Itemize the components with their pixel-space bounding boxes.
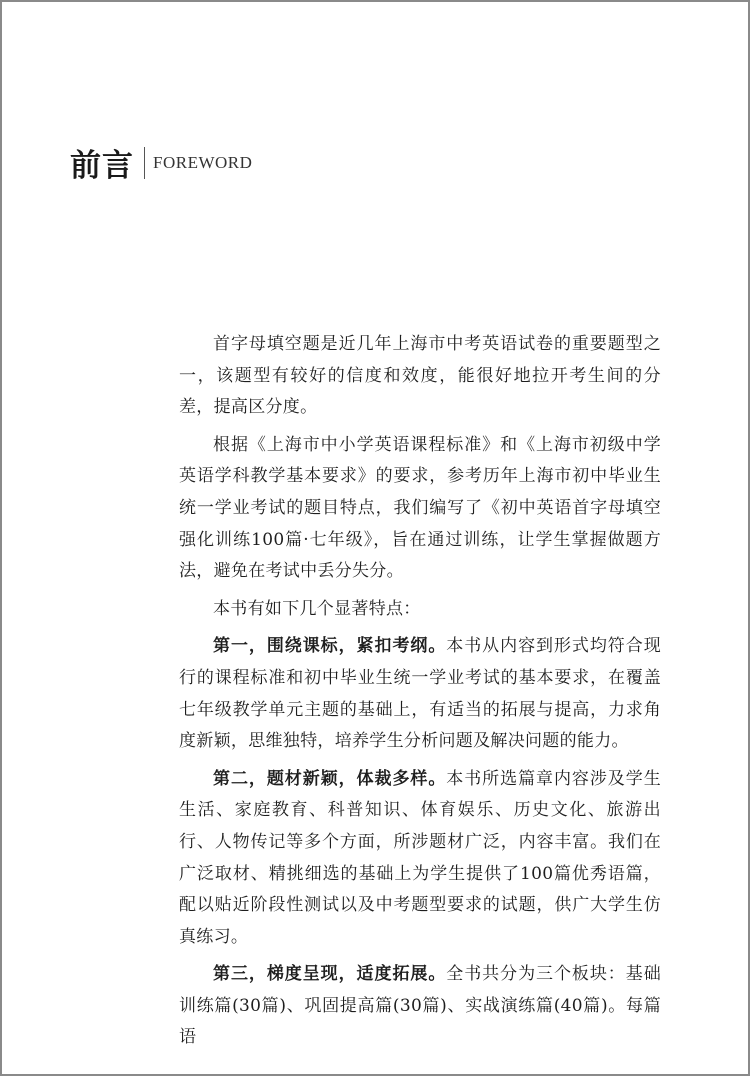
title-chinese: 前言 xyxy=(70,148,134,184)
paragraph-4 xyxy=(179,631,661,757)
feature-3-heading: 第三，梯度呈现，适度拓展。 xyxy=(213,964,447,985)
feature-1-heading: 第一，围绕课标，紧扣考纲。 xyxy=(213,636,447,657)
paragraph-3 xyxy=(179,594,661,626)
title-english: FOREWORD xyxy=(153,152,253,172)
paragraph-5 xyxy=(179,764,661,954)
paragraph-1-text: 首字母填空题是近几年上海市中考英语试卷的重要题型之一，该题型有较好的信度和效度，能很好地拉开考生间的分差，提高区分度。 xyxy=(179,334,661,418)
feature-1-text: 本书从内容到形式均符合现行的课程标准和初中毕业生统一学业考试的基本要求，在覆盖七年级教学单元主题的基础上，有适当的拓展与提高，力求角度新颖，思维独特，培养学生分析问题及解决问题的能力。 xyxy=(179,636,661,752)
foreword-body xyxy=(179,329,661,1060)
paragraph-6 xyxy=(179,959,661,1054)
title-divider xyxy=(144,147,145,179)
feature-3-text: 全书共分为三个板块：基础训练篇(30篇)、巩固提高篇(30篇)、实战演练篇(40篇)。每篇语 xyxy=(179,964,661,1048)
feature-2-heading: 第二，题材新颖，体裁多样。 xyxy=(213,768,447,789)
foreword-heading xyxy=(70,140,252,185)
paragraph-1 xyxy=(179,329,661,424)
feature-2-text: 本书所选篇章内容涉及学生生活、家庭教育、科普知识、体育娱乐、历史文化、旅游出行、人物传记等多个方面，所涉题材广泛，内容丰富。我们在广泛取材、精挑细选的基础上为学生提供了100篇优秀语篇，配以贴近阶段性测试以及中考题型要求的试题，供广大学生仿真练习。 xyxy=(179,768,661,947)
paragraph-2 xyxy=(179,430,661,588)
paragraph-3-text: 本书有如下几个显著特点： xyxy=(213,598,421,619)
paragraph-2-text: 根据《上海市中小学英语课程标准》和《上海市初级中学英语学科教学基本要求》的要求，参考历年上海市初中毕业生统一学业考试的题目特点，我们编写了《初中英语首字母填空强化训练100篇·七年级》，旨在通过训练，让学生掌握做题方法，避免在考试中丢分失分。 xyxy=(179,434,661,582)
